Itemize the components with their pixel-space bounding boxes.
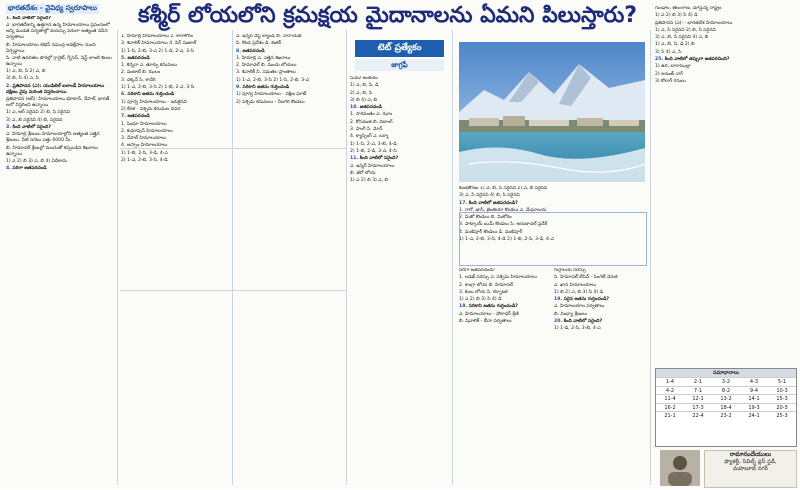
question-number: 11. — [350, 156, 360, 162]
question-number: 1. — [6, 16, 13, 21]
col4-item — [350, 112, 450, 118]
answer-cell: 10-3 — [768, 386, 796, 395]
option-text: 3) ఎ, సి సరైనవి 4) బి, సి సరైనవి — [459, 193, 520, 199]
col3-item — [236, 41, 344, 47]
question-number: 5. — [121, 55, 128, 61]
col2-item — [121, 107, 229, 113]
question-text: సరికాని జతను గుర్తించండి? — [468, 304, 518, 310]
col2-item — [121, 92, 229, 98]
option-text: 3) బి 4) ఎ, బి — [350, 97, 378, 103]
question-column-7 — [554, 268, 648, 484]
option-text: 1) పూర్వ హిమాలయాలు - ఇరుకైనవి — [121, 99, 187, 105]
option-text: 1) ఎ 2) బి 3) సి 4) డి — [459, 297, 502, 303]
col3-item — [236, 34, 344, 40]
col2-item — [121, 100, 229, 106]
question-number: 18. — [459, 304, 469, 310]
option-text: ఎ. ఇన్నర్ వెస్ట్ బ్యాండ్ బి. నారాయణ్ — [236, 34, 302, 39]
answer-cell: 11-4 — [656, 394, 684, 403]
col8-item — [655, 50, 795, 56]
question-text: జతపరచండి — [242, 48, 265, 54]
mountain-landscape-image — [459, 42, 645, 182]
col4-item — [350, 91, 450, 97]
col4-item — [350, 98, 450, 104]
col7-item — [554, 297, 648, 303]
col1-item — [6, 166, 114, 172]
col7-item — [554, 326, 648, 332]
option-text: 1) పూర్వ హిమాలయాలు - దక్షిణ ఘాట్ — [236, 92, 307, 98]
author-name: రామానందేయులు — [729, 451, 772, 458]
option-text: 1. హిమాద్రి ఎ. ఎత్తైన శిఖరాలు — [236, 55, 291, 61]
answer-cell: 24-1 — [740, 411, 768, 420]
answers-table — [655, 368, 797, 447]
col2-item — [121, 34, 229, 40]
question-number: 10. — [350, 105, 360, 111]
option-text: 2) అనంత్ నాగ్ — [655, 71, 683, 77]
col1-item — [6, 97, 114, 109]
answer-cell: 13-2 — [712, 394, 740, 403]
col2-item — [121, 158, 229, 164]
column-divider — [232, 30, 233, 485]
headline: కశ్మీర్ లోయలోని క్రమక్షయ మైదానాలను ఏమని పిలుస్తారు? — [138, 3, 638, 28]
option-text: 3) ఎ, బి, సి సరైనవి 4) ఎ, బి — [655, 35, 709, 41]
option-text: 1) బి 2) ఎ, బి 3) సి 4) డి — [554, 289, 603, 295]
question-number: 4. — [6, 166, 13, 172]
option-text: 3. నేపాల్ హిమాలయాలు — [121, 136, 166, 142]
option-text: బి. జీరో లోయ — [350, 170, 376, 176]
option-text: 1) ఎ, బి, సి 2) ఎ, బి — [6, 69, 46, 75]
option-text: 3. దక్కన్ సి. కావేరి — [121, 77, 156, 83]
answer-cell: 4-2 — [656, 386, 684, 395]
col7-item — [554, 275, 648, 281]
option-text: 3. శివాలిక్ సి. సమతల ప్రాంతాలు — [236, 70, 296, 76]
option-text: సి. కొండ ప్రదేశం డి. కంకర్ — [236, 41, 282, 47]
col4-item — [350, 178, 450, 184]
question-text: కింది వాటిలో సరైంది? — [12, 16, 51, 21]
option-text: ప్రతిపాదన (ఎ): - భారతదేశ హిమాలయాలు — [655, 20, 733, 26]
option-text: 4. మణిపూర్ కొండలు డి. మణిపూర్ — [459, 229, 523, 235]
option-text: 3. కులు లోయ సి. కర్నాటక — [459, 289, 508, 295]
col4-item — [350, 142, 450, 148]
answers-row — [656, 386, 796, 395]
option-text: 1) ఎ, ఆర్ సరైనవి 2) బి, సి సరైనవి — [6, 110, 70, 116]
col2-item — [121, 122, 229, 128]
option-text: 2) 1-బి, 2-డి, 3-ఎ, 4-సి — [350, 148, 397, 154]
col2-item — [121, 143, 229, 149]
option-text: ఎ. హిమాలయాలు - ధౌలాధర్ శ్రేణి — [459, 311, 519, 317]
col4-item — [350, 164, 450, 170]
col2-item — [121, 85, 229, 91]
col1-item — [6, 110, 114, 116]
answer-cell: 25-3 — [768, 411, 796, 420]
col8-item — [655, 35, 795, 41]
answers-row — [656, 377, 796, 386]
option-text: 1) ఎ 2) బి 3) సి 4) డి — [655, 13, 698, 19]
column-divider — [346, 30, 347, 485]
col4-item — [350, 171, 450, 177]
col4-item — [350, 149, 450, 155]
option-text: 3. పాంగీ సి. మోన్ — [350, 127, 383, 133]
col7-item — [554, 268, 648, 274]
answer-cell: 20-3 — [768, 403, 796, 412]
question-text: కింది వాటిలో సరైంది? — [12, 124, 51, 130]
col7-item — [554, 304, 648, 310]
col4-item — [350, 156, 450, 162]
col8-item — [655, 13, 795, 19]
option-text: సుమ/ అంకురం — [350, 76, 378, 81]
answer-cell: 8-2 — [712, 386, 740, 395]
option-text: 1) 1-ఎ, 2-బి, 3-సి 2) 1-సి, 2-బి, 3-ఎ — [236, 77, 310, 83]
question-number: 6. — [121, 92, 128, 98]
col1-item — [6, 159, 114, 165]
option-text: 1. హిమాద్రి హిమాలయాలు 2. కారాకోరం — [121, 34, 193, 39]
col8-item — [655, 57, 795, 63]
option-text: 3. శివాలిక్ హిమాలయాలు 4. పిర్ పంజాల్ — [121, 41, 197, 47]
col8-item — [655, 42, 795, 48]
option-text: 1. కిన్నెరా ఎ. తూర్పు కనుమలు — [121, 63, 177, 69]
col6-item — [459, 275, 551, 281]
option-text: 1) 1-బి, 2-సి, 3-డి, 4-ఎ — [121, 150, 168, 156]
question-column-8 — [655, 6, 795, 364]
col8-item — [655, 79, 795, 85]
col3-item — [236, 92, 344, 98]
question-text: కింది వాటిలో సరైంది? — [563, 319, 603, 325]
option-text: 1. గారో, ఖాసీ, జైంతియా కొండలు ఎ. మేఘాలయ — [459, 207, 547, 213]
col1-item — [6, 16, 114, 22]
question-text: ప్రతిపాదన (ఎ): యుడిటెల్ ఐలాండ్ హిమాలయాలు దక్షిణం వైపు మరింత విస్తరించాయి — [6, 83, 105, 95]
col2-item — [121, 70, 229, 76]
question-number: 7. — [121, 114, 128, 120]
col1-item — [6, 146, 114, 158]
col1-item — [6, 132, 114, 144]
option-text: 3. పాట్కాయ్ బుమ్ కొండలు సి. అరుణాచల్ ప్రదేశ్ — [459, 222, 548, 228]
col4-item — [350, 105, 450, 111]
col6-item — [459, 319, 551, 325]
col7-item — [554, 290, 648, 296]
question-number: 2. — [6, 83, 13, 89]
option-text: బి. వింధ్యా శ్రేణులు — [554, 311, 588, 317]
option-text: 1) ఎ 2) బి 3) ఎ, బి — [350, 178, 388, 184]
col5-item — [459, 186, 645, 192]
question-text: సరైన జతను గుర్తించండి? — [563, 297, 610, 303]
col2-item — [121, 56, 229, 62]
answer-cell: 4-3 — [740, 377, 768, 386]
col6-item — [459, 268, 551, 274]
col4-item — [350, 127, 450, 133]
option-text: 1) 1-ఎ, 2-బి, 3-సి 2) 1-బి, 2-ఎ, 3-సి — [121, 85, 195, 91]
option-text: 3) ఎ, బి సరైనవి 4) బి, సరైనది — [6, 117, 63, 123]
option-text: 4. క్యాస్సింగ్ ఎ. బర్మా — [350, 134, 389, 140]
answer-cell: 14-1 — [740, 394, 768, 403]
answer-cell: 22-4 — [684, 411, 712, 420]
answers-title: సమాధానాలు — [656, 369, 796, 377]
option-text: 1) 1-ఎ, 2-బి, 3-సి, 4-డి 2) 1-బి, 2-సి, 3-డి, 4-ఎ — [459, 237, 554, 243]
question-number: 8. — [236, 48, 243, 54]
question-text: సరిగా జతపరచండి — [12, 166, 47, 172]
answer-cell: 17-3 — [684, 403, 712, 412]
option-text: ఎ. హిమాలయాల పర్వతాలు — [554, 304, 605, 310]
option-text: గుండాల, తెలంగాణ, చూస్తున్న రాష్ట్రం — [655, 6, 722, 11]
option-text: 2. కాంగ్రా లోయ బి. హిమాచల్ — [459, 282, 513, 288]
option-text: 2. హిమాచల్ బి. మంచు లోయలు — [236, 63, 297, 69]
answer-cell: 21-1 — [656, 411, 684, 420]
option-text: బి. హిమాలయాలు టెథిస్ సముద్ర అవక్షేపాల నుంచి ఏర్పడ్డాయి — [6, 42, 96, 54]
col8-item — [655, 21, 795, 27]
category-label: భారతదేశం - వైవిధ్య స్వరూపాలు — [8, 4, 97, 12]
option-text: 4. అస్సాం హిమాలయాలు — [121, 143, 168, 149]
option-text: 2. పంజాబ్ బి. ఝలం — [121, 70, 161, 76]
question-column-2 — [121, 34, 229, 484]
option-text: 2. కోసవంజి బి. దిబాంగ్ — [350, 119, 393, 125]
option-text: 3) కోలార్ గనులు — [655, 78, 686, 84]
question-column-1 — [6, 16, 114, 486]
col8-item — [655, 72, 795, 78]
col7-item — [554, 319, 648, 325]
option-text: 1) ఎ, సి సరైనవి 2) బి, సి సరైనవి — [655, 27, 716, 33]
col4-item — [350, 83, 450, 89]
col5-item — [459, 201, 645, 207]
col8-item — [655, 64, 795, 70]
col8-item — [655, 28, 795, 34]
col3-item — [236, 56, 344, 62]
col3-item — [236, 100, 344, 106]
col1-item — [6, 84, 114, 96]
answer-cell: 23-2 — [712, 411, 740, 420]
option-text: 2. కుమావున్ హిమాలయాలు — [121, 128, 173, 134]
col6-item — [459, 297, 551, 303]
answer-cell: 5-1 — [768, 377, 796, 386]
col1-item — [6, 43, 114, 55]
col1-item — [6, 76, 114, 82]
col3-item — [236, 78, 344, 84]
col2-item — [121, 41, 229, 47]
col6-item — [459, 312, 551, 318]
author-line-1: ఫ్యాకల్టీ, సివిల్స్ ప్లస్ స్టడీ, — [724, 459, 777, 465]
col1-item — [6, 118, 114, 124]
option-text: బి. షివాలిక్ - బీనా పర్వతాలు — [459, 319, 512, 325]
option-text: ఎ. ఖాస హిమాలయాలు — [554, 282, 597, 288]
option-text: 3) సి 4) ఎ, సి — [655, 49, 682, 55]
option-text: ప్రతిపాదన (ఆర్): హిమాలయాలు భూటాన్, నేపాల్, భారత్ లలో విస్తరించి ఉన్నాయి — [6, 97, 110, 109]
section-label: జాగ్రఫీ — [355, 59, 444, 71]
question-text: సరికాని జతను గుర్తించండి — [242, 85, 290, 91]
option-text: 1) ఎ, బి, సి, డి 2) బి — [655, 42, 695, 48]
col4-item — [350, 120, 450, 126]
question-column-6 — [459, 268, 551, 484]
question-text: కింది వాటిలో సరైంది? — [359, 156, 399, 162]
col6-item — [459, 283, 551, 289]
col1-item — [6, 125, 114, 131]
col2-item — [121, 129, 229, 135]
option-text: 2) పశ్చిమ కనుమలు - నీలగిరి కొండలు — [236, 99, 305, 105]
author-photo — [660, 450, 700, 486]
column-divider — [452, 30, 453, 485]
option-text: సరిగా జతపరచండి? — [459, 268, 496, 273]
answer-cell: 3-2 — [712, 377, 740, 386]
option-text: 1) ఎ, బి, సి, డి — [350, 83, 379, 89]
col6-item — [459, 290, 551, 296]
question-text: జతపరచండి — [127, 114, 150, 120]
col2-item — [121, 136, 229, 142]
option-text: 2) 1-ఎ, 2-బి, 3-సి, 4-డి — [121, 158, 168, 164]
answer-cell: 15-3 — [768, 394, 796, 403]
option-text: బి. హిమాచల్ శ్రేణుల్లో మంచుతో కప్పబడిన శిఖరాలు ఉన్నాయి — [6, 145, 98, 157]
answer-cell: 16-2 — [656, 403, 684, 412]
col8-item — [655, 6, 795, 12]
col6-item — [459, 304, 551, 310]
option-text: 1. సింధూ హిమాలయాలు — [121, 121, 167, 127]
option-text: 3) బి, సి 4) ఎ, సి — [6, 76, 39, 82]
option-text: ఎ. ఇన్నర్ హిమాలయాలు — [350, 163, 395, 169]
option-text: 2. మిజో కొండలు బి. మిజోరం — [459, 215, 512, 221]
author-line-2: మహబూబ్ నగర్ — [733, 466, 768, 472]
col3-item — [236, 49, 344, 55]
question-number: 19. — [554, 297, 564, 303]
question-text: సరికాని జతను గుర్తించండి — [127, 92, 175, 98]
answer-cell: 12-1 — [684, 394, 712, 403]
col3-item — [236, 85, 344, 91]
author-box — [704, 450, 797, 488]
option-text: 1. లడఖ్ సరస్సు ఎ. పశ్చిమ హిమాలయాలు — [459, 275, 537, 281]
option-text: 2) ఎ, బి, సి — [350, 90, 373, 96]
col5-item — [459, 193, 645, 199]
question-text: జతపరచండి — [127, 55, 150, 61]
col1-item — [6, 23, 114, 41]
option-text: గుర్గాలయ సరస్సు — [554, 268, 586, 273]
option-text: 1) 1-సి, 2-బి, 3-ఎ 2) 1-డి, 2-ఎ, 3-సి — [121, 48, 194, 54]
option-text: 2) కేరళ - పశ్చిమ కనుమల చివర — [121, 106, 181, 112]
col1-item — [6, 69, 114, 75]
option-text: 1) ఉరి, బారాముల్లా — [655, 64, 691, 70]
col2-item — [121, 114, 229, 120]
question-number: 17. — [459, 200, 469, 206]
answers-row — [656, 403, 796, 412]
answers-row — [656, 411, 796, 420]
kashmir-valley-photo — [459, 42, 645, 182]
question-column-4 — [350, 76, 450, 484]
col3-item — [236, 63, 344, 69]
question-17-box — [459, 212, 647, 266]
col7-item — [554, 283, 648, 289]
option-text: సి. వాటి ఉపరితల పొరల్లో గ్రానైట్, గ్నీసెస్, షిస్ట్ లాంటి శిలలు ఉన్నాయి — [6, 55, 112, 67]
question-text: జతపరచండి — [359, 105, 382, 111]
question-number: 20. — [554, 319, 564, 325]
option-text: కుంభకోణం 1) ఎ, బి, సి సరైనవి 2) ఎ, బి సరైనవి — [459, 186, 548, 191]
question-number: 9. — [236, 85, 243, 91]
answer-cell: 18-4 — [712, 403, 740, 412]
col1-item — [6, 56, 114, 68]
answer-cell: 9-4 — [740, 386, 768, 395]
col4-item — [350, 134, 450, 140]
col3-item — [236, 70, 344, 76]
question-text: కింది వాటిలో జతపరచండి? — [468, 200, 518, 206]
col2-item — [121, 63, 229, 69]
answer-cell: 7-1 — [684, 386, 712, 395]
answer-cell: 1-4 — [656, 377, 684, 386]
col4-item — [350, 76, 450, 82]
question-text: కింది వాటిలో తప్పుగా జతపరిచింది? — [664, 57, 730, 63]
col7-item — [554, 312, 648, 318]
option-text: 1) 1-సి, 2-ఎ, 3-బి, 4-డి — [350, 141, 397, 147]
col2-item — [121, 78, 229, 84]
option-text: ఎ. భారతదేశాన్ని ఉత్తరాన ఉన్న హిమాలయాలు ప్రపంచంలో అన్ని ముడత పర్వతాల్లో వయస్సు పరంగా అత్యంత నవీన పర్వతాలు — [6, 23, 110, 41]
answers-row — [656, 394, 796, 403]
question-column-3 — [236, 34, 344, 484]
option-text: 1) ఎ 2) బి 3) ఎ, బి 4) ఏదీకాదు — [6, 158, 67, 164]
option-text: 1) 1-డి, 2-సి, 3-బి, 4-ఎ — [554, 326, 601, 332]
col2-item — [121, 151, 229, 157]
column-divider — [117, 30, 118, 485]
answer-cell: 19-3 — [740, 403, 768, 412]
option-text: 1. సారవంతం ఎ. ఝాం — [350, 112, 393, 118]
column-divider — [650, 30, 651, 485]
option-text: సి. హిమాచల్ బేసిన్ - పింగట్ వెనుక — [554, 275, 618, 281]
option-text: ఎ. హిమాద్రి శ్రేణులు హిమాలయాల్లోని అత్యంత ఎత్తైన శ్రేణులు. వీటి సగటు ఎత్తు 6000 మీ. — [6, 132, 100, 144]
answer-cell: 2-1 — [684, 377, 712, 386]
question-number: 3. — [6, 124, 13, 130]
tet-special-badge: టెట్ ప్రత్యేకం — [355, 40, 444, 57]
col2-item — [121, 49, 229, 55]
question-number: 25. — [655, 57, 665, 63]
